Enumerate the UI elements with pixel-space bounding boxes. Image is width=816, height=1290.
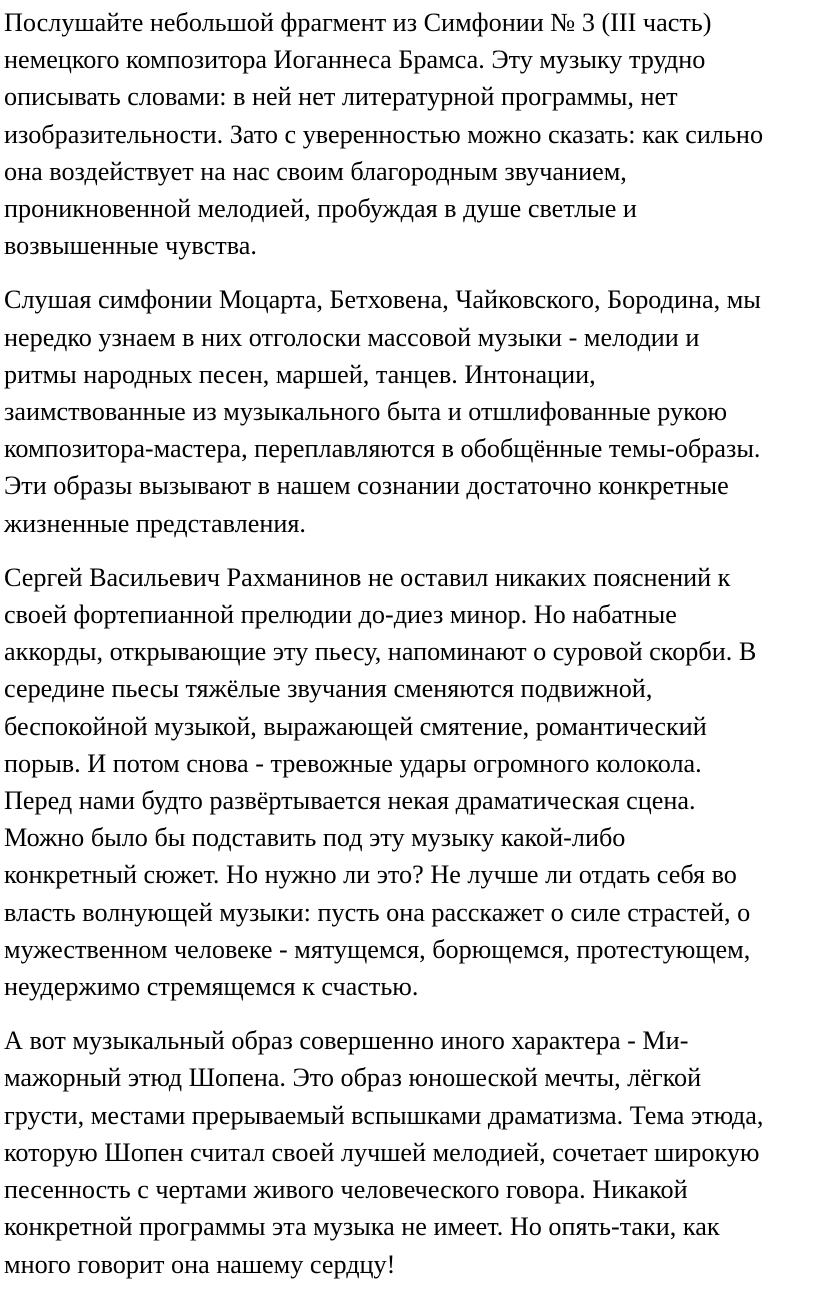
text-line: конкретной программы эта музыка не имеет. Но опять-таки, как: [4, 1212, 720, 1242]
text-line: грусти, местами прерываемый вспышками драматизма. Тема этюда,: [4, 1100, 764, 1130]
text-line: Можно было бы подставить под эту музыку какой-либо: [4, 823, 626, 853]
text-line: мужественном человеке - мятущемся, борющемся, протестующем,: [4, 934, 751, 964]
text-line: неудержимо стремящемся к счастью.: [4, 972, 419, 1002]
text-line: возвышенные чувства.: [4, 231, 257, 261]
text-line: много говорит она нашему сердцу!: [4, 1249, 396, 1279]
paragraph-brahms: [4, 4, 810, 264]
text-line: аккорды, открывающие эту пьесу, напоминают о суровой скорби. В: [4, 637, 757, 667]
text-line: немецкого композитора Иоганнеса Брамса. Эту музыку трудно: [4, 45, 706, 75]
text-line: Слушая симфонии Моцарта, Бетховена, Чайковского, Бородина, мы: [4, 285, 761, 315]
text-line: Сергей Васильевич Рахманинов не оставил никаких пояснений к: [4, 562, 731, 592]
text-line: ритмы народных песен, маршей, танцев. Интонации,: [4, 359, 596, 389]
text-line: описывать словами: в ней нет литературной программы, нет: [4, 82, 678, 112]
text-line: которую Шопен считал своей лучшей мелодией, сочетает широкую: [4, 1137, 760, 1167]
text-line: порыв. И потом снова - тревожные удары огромного колокола.: [4, 748, 702, 778]
text-line: беспокойной музыкой, выражающей смятение, романтический: [4, 711, 707, 741]
text-line: композитора-мастера, переплавляются в обобщённые темы-образы.: [4, 434, 761, 464]
text-line: А вот музыкальный образ совершенно иного характера - Ми-: [4, 1026, 689, 1056]
text-line: нередко узнаем в них отголоски массовой музыки - мелодии и: [4, 322, 700, 352]
text-line: Перед нами будто развёртывается некая драматическая сцена.: [4, 786, 696, 816]
paragraph-rachmaninoff: [4, 559, 810, 1005]
paragraph-chopin: [4, 1022, 810, 1282]
text-line: жизненные представления.: [4, 508, 306, 538]
text-line: своей фортепианной прелюдии до-диез минор. Но набатные: [4, 600, 677, 630]
text-line: конкретный сюжет. Но нужно ли это? Не лучше ли отдать себя во: [4, 860, 737, 890]
text-line: она воздействует на нас своим благородным звучанием,: [4, 156, 627, 186]
text-line: изобразительности. Зато с уверенностью можно сказать: как сильно: [4, 119, 764, 149]
text-line: Эти образы вызывают в нашем сознании достаточно конкретные: [4, 471, 729, 501]
text-line: Послушайте небольшой фрагмент из Симфонии № 3 (III часть): [4, 8, 712, 37]
text-line: проникновенной мелодией, пробуждая в душе светлые и: [4, 194, 637, 224]
paragraph-symphonies: [4, 281, 810, 541]
text-line: песенность с чертами живого человеческого говора. Никакой: [4, 1175, 688, 1205]
text-line: середине пьесы тяжёлые звучания сменяются подвижной,: [4, 674, 653, 704]
text-line: мажорный этюд Шопена. Это образ юношеской мечты, лёгкой: [4, 1063, 702, 1093]
text-line: заимствованные из музыкального быта и отшлифованные рукою: [4, 397, 728, 427]
text-line: власть волнующей музыки: пусть она расскажет о силе страстей, о: [4, 897, 751, 927]
